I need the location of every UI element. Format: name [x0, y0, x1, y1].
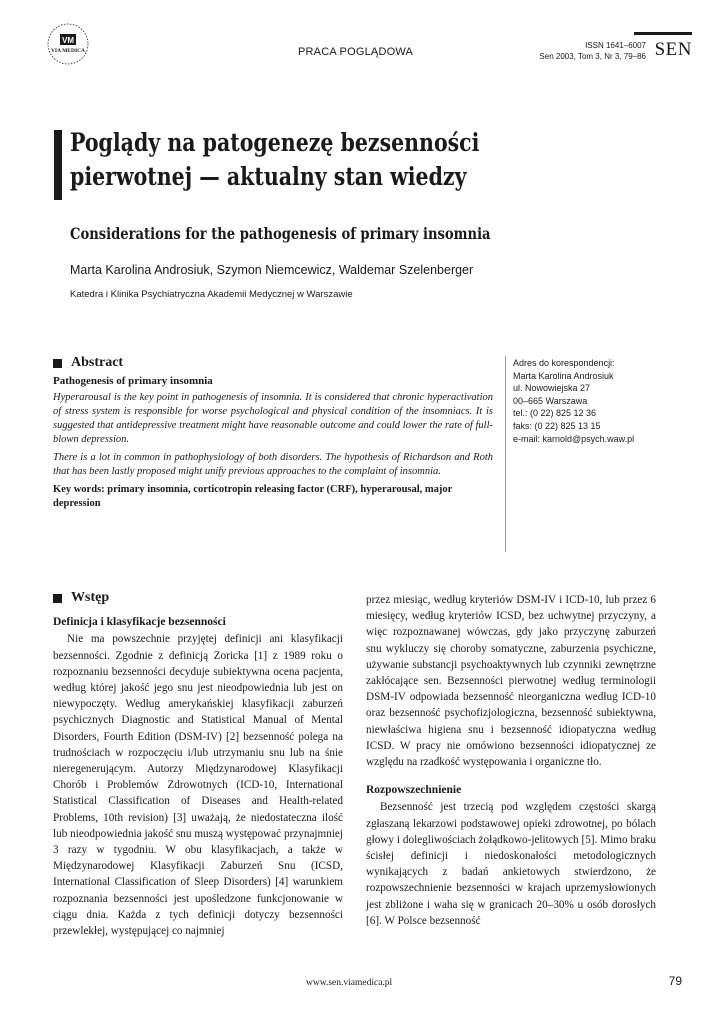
page-number: 79 [668, 974, 682, 988]
abstract-subtitle: Pathogenesis of primary insomnia [53, 375, 213, 387]
body-paragraph: Bezsenność jest trzecią pod względem częstości skargą zgłaszaną lekarzowi podstawowej opieki zdrowotnej, po bólach głowy i dolegliwościach żołądkowo-jelitowych [5]. Mimo braku ścisłej definicji i niedoskonałości metodologicznych wynikających z badań ankietowych stwierdzono, że rozpowszechnienie bezsenności w krajach uprzemysłowionych jest zbliżone i waha się w granicach 20–30% u osób dorosłych [6]. W Polsce bezsenność [366, 801, 656, 927]
issn: ISSN 1641–6007 [585, 41, 646, 50]
footer-url[interactable]: www.sen.viamedica.pl [306, 978, 393, 988]
divider [505, 356, 506, 552]
abstract [53, 356, 493, 511]
abstract-paragraph: Hyperarousal is the key point in pathogenesis of insomnia. It is considered that chronic hyperactivation of stress system is responsible for worse psychological and physical condition of the insomniacs. It is suggested that antidepressive treatment might have reasonable outcome and could lower the rate of full-blown depression. [53, 392, 493, 445]
authors: Marta Karolina Androsiuk, Szymon Niemcewicz, Waldemar Szelenberger [70, 263, 474, 277]
journal-mark [634, 32, 692, 61]
article-title: Poglądy na patogenezę bezsenności pierwotnej — aktualny stan wiedzy [70, 128, 480, 191]
citation: Sen 2003, Tom 3, Nr 3, 79–86 [539, 52, 646, 61]
logo-text: VIA MEDICA [50, 48, 86, 54]
abstract-paragraph: There is a lot in common in pathophysiology of both disorders. The hypothesis of Richardson and Roth that has been lastly proposed might unify previous approaches to the complaint of insomnia. [53, 452, 493, 477]
article-subtitle: Considerations for the pathogenesis of primary insomnia [70, 224, 491, 243]
title-bar [54, 130, 62, 200]
body-paragraph: Nie ma powszechnie przyjętej definicji ani klasyfikacji bezsenności. Zgodnie z definicją Zoricka [1] z 1989 roku o rozpoznaniu bezsenności decyduje subiektywna ocena pacjenta, według której jakość jego snu jest nieodpowiednia lub jest on niewypoczęty. Według amerykańskiej klasyfikacji zaburzeń psychicznych Diagnostic and Statistical Manual of Mental Disorders, Fourth Edition (DSM-IV) [2] bezsenność polega na trudnościach w rozpoczęciu i/lub utrzymaniu snu lub na śnie nieregenerującym. Autorzy Międzynarodowej Klasyfikacji Chorób i Problemów Zdrowotnych (ICD-10, International Statistical Classification of Diseases and Health-related Problems, 10th revision) [3] uważają, że niedostateczna ilość lub nieodpowiednia jakość snu muszą występować przynajmniej 3 razy w tygodniu. W obu klasyfikacjach, a także w Międzynarodowej Klasyfikacji Zaburzeń Snu (ICSD, International Classification of Sleep Disorders) [4] warunkiem rozpoznania bezsenności jest upośledzone funkcjonowanie w ciągu dnia. Każda z tych definicji dotyczy bezsenności przewlekłej, występującej co najmniej [53, 633, 343, 938]
journal-name: SEN [654, 39, 692, 60]
body-column-left [53, 590, 343, 939]
body-paragraph: przez miesiąc, według kryteriów DSM-IV i ICD-10, lub przez 6 miesięcy, według kryteriów ICSD, bez uchwytnej przyczyny, a więc rozpoznawanej wówczas, gdy jako przyczynę zaburzeń snu wykluczy się choroby somatyczne, zaburzenia psychiczne, używanie substancji psychoaktywnych lub czynniki zewnętrzne zakłócające sen. Bezsenności pierwotnej według terminologii DSM-IV odpowiada bezsenność nieorganiczna według ICD-10 oraz bezsenność psychofizjologiczna, bezsenność subiektywna, niewłaściwa higiena snu i bezsenność idiopatyczna według ICSD. W pracy nie omówiono bezsenności idiopatycznej ze względu na rzadkość występowania i organiczne tło. [366, 594, 656, 769]
subheading: Definicja i klasyfikacje bezsenności [53, 616, 226, 629]
intro-heading: Wstęp [53, 590, 343, 606]
affiliation: Katedra i Klinika Psychiatryczna Akademii Medycznej w Warszawie [70, 289, 353, 300]
via-medica-logo [36, 22, 100, 68]
section-label: PRACA POGLĄDOWA [298, 46, 414, 58]
subheading: Rozpowszechnienie [366, 784, 462, 797]
header-citation [539, 40, 646, 62]
keywords: Key words: primary insomnia, corticotropin releasing factor (CRF), hyperarousal, major depression [53, 484, 453, 509]
abstract-heading: Abstract [53, 356, 493, 370]
svg-text:VM: VM [62, 36, 74, 45]
email-link[interactable]: e-mail: karnold@psych.waw.pl [513, 433, 635, 444]
correspondence: Adres do korespondencji: Marta Karolina Androsiuk ul. Nowowiejska 27 00–665 Warszawa tel.: (0 22) 825 12 36 faks: (0 22) 825 13 15 e-mail: karnold@psych.waw.pl [513, 358, 635, 444]
body-column-right [366, 592, 656, 929]
